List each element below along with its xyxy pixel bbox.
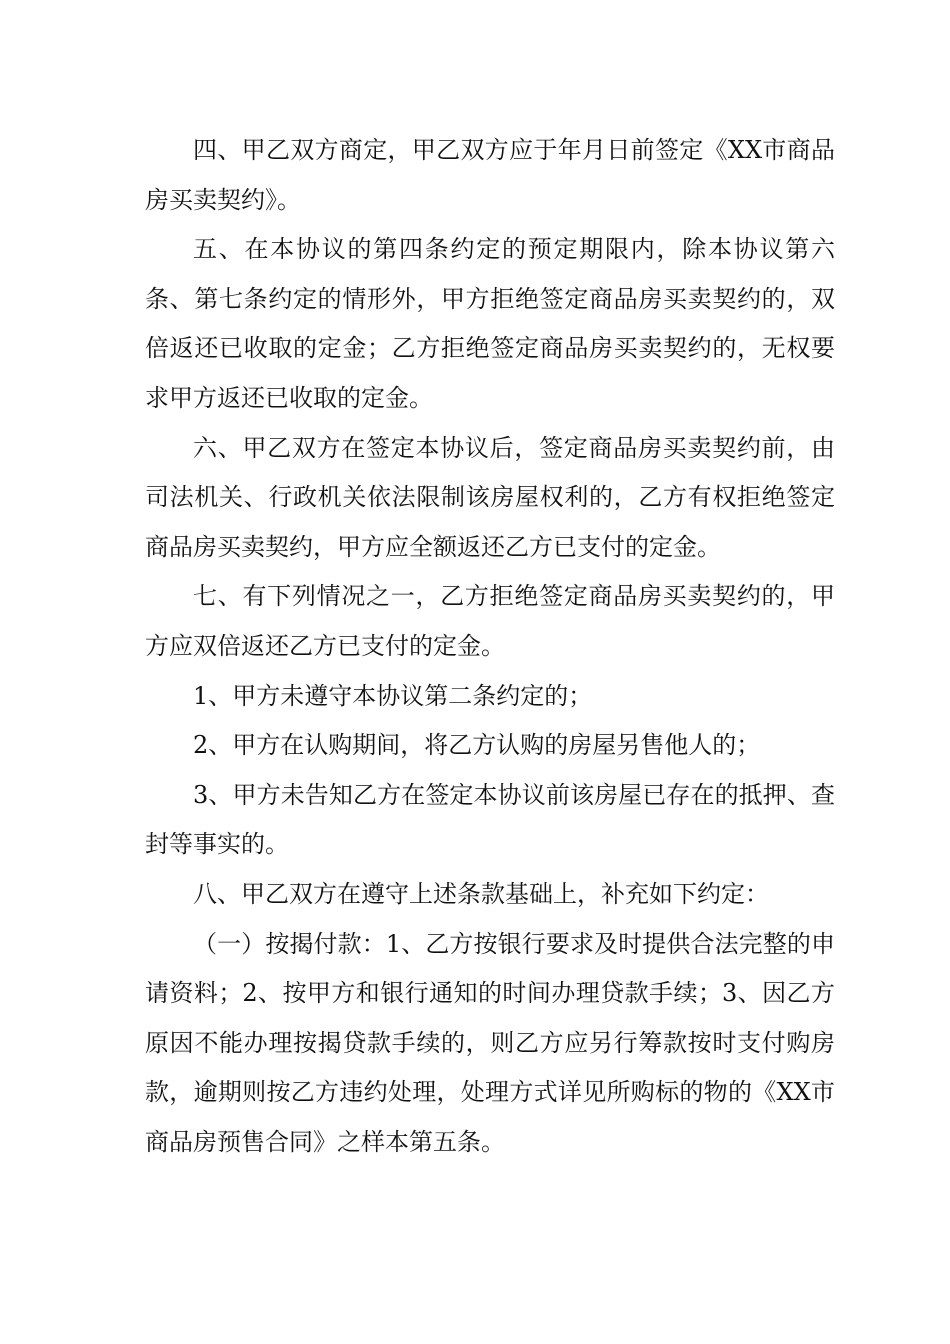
clause-six-paragraph: 六、甲乙双方在签定本协议后，签定商品房买卖契约前，由司法机关、行政机关依法限制该房屋权利的，乙方有权拒绝签定商品房买卖契约，甲方应全额返还乙方已支付的定金。 — [145, 433, 835, 561]
clause-four-paragraph: 四、甲乙双方商定，甲乙双方应于年月日前签定《XX市商品房买卖契约》。 — [145, 136, 835, 214]
clause-eight-paragraph: 八、甲乙双方在遵守上述条款基础上，补充如下约定： — [193, 879, 769, 908]
document-page — [145, 126, 835, 1167]
clause-eight-subclause-1: （一）按揭付款：1、乙方按银行要求及时提供合法完整的申请资料；2、按甲方和银行通知的时间办理贷款手续；3、因乙方原因不能办理按揭贷款手续的，则乙方应另行筹款按时支付购房款，逾期则按乙方违约处理，处理方式详见所购标的物的《XX市商品房预售合同》之样本第五条。 — [145, 929, 835, 1156]
clause-seven-paragraph: 七、有下列情况之一，乙方拒绝签定商品房买卖契约的，甲方应双倍返还乙方已支付的定金。 — [145, 582, 835, 660]
clause-five-paragraph: 五、在本协议的第四条约定的预定期限内，除本协议第六条、第七条约定的情形外，甲方拒绝签定商品房买卖契约的，双倍返还已收取的定金；乙方拒绝签定商品房买卖契约的，无权要求甲方返还已收取的定金。 — [145, 235, 835, 412]
clause-seven-item-3: 3、甲方未告知乙方在签定本协议前该房屋已存在的抵押、查封等事实的。 — [145, 780, 835, 859]
clause-seven-item-1: 1、甲方未遵守本协议第二条约定的； — [193, 681, 593, 710]
clause-seven-item-2: 2、甲方在认购期间，将乙方认购的房屋另售他人的； — [193, 731, 761, 760]
